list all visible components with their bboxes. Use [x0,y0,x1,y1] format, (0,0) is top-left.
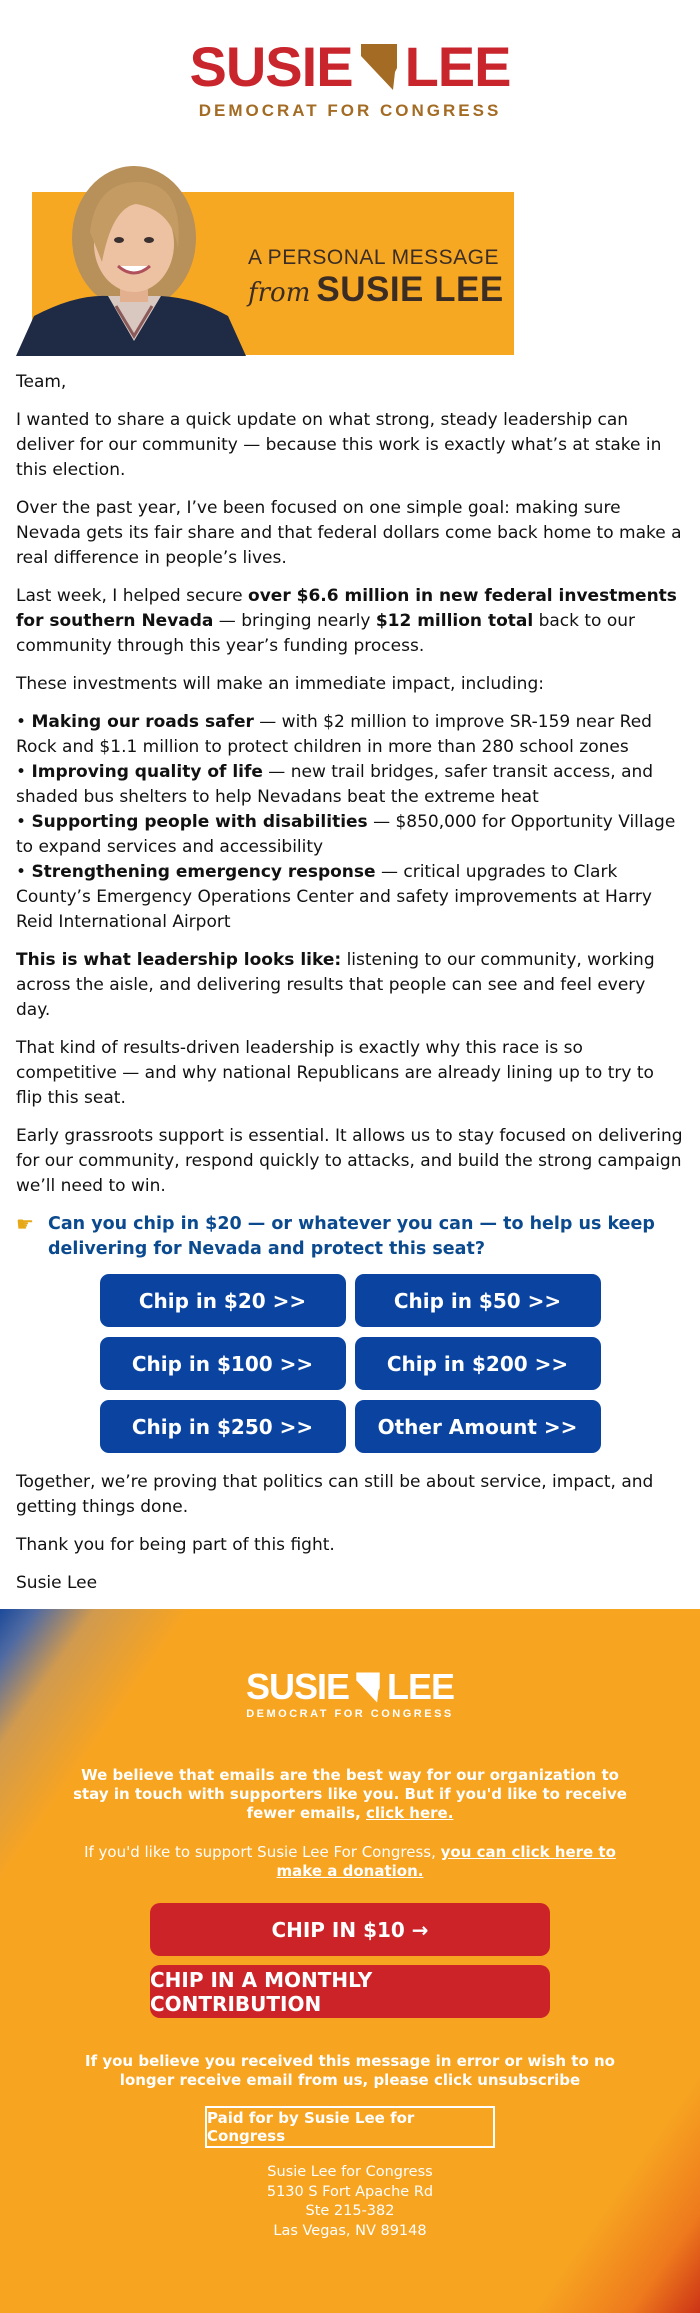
list-item-title: Improving quality of life [31,762,263,782]
paragraph-impact: These investments will make an immediate impact, including: [16,674,544,694]
list-item-text: — with $2 million to improve SR-159 near Red Rock and $1.1 million to protect children in more than 280 school zones [16,712,652,757]
investments-text-1: Last week, I helped secure [16,586,249,606]
address-line: Las Vegas, NV 89148 [273,2222,427,2239]
bullet-mark: • [16,862,27,882]
leadership-lead: This is what leadership looks like: [16,950,342,970]
paragraph-thanks: Thank you for being part of this fight. [16,1535,335,1555]
list-item [16,860,684,935]
list-item-text: — critical upgrades to Clark County’s Emergency Operations Center and safety improvements at Harry Reid International Airport [16,862,652,932]
bullet-mark: • [16,762,27,782]
footer [0,1609,700,2313]
paid-for-disclaimer: Paid for by Susie Lee for Congress [205,2106,495,2148]
address-line: Ste 215-382 [305,2203,395,2219]
list-item-title: Supporting people with disabilities [31,812,368,832]
banner-title-row [248,270,508,310]
support-notice [70,1843,630,1881]
list-item [16,760,684,810]
list-item-text: — new trail bridges, safer transit access, and shaded bus shelters to help Nevadans beat the extreme heat [16,762,654,807]
footer-logo-row [245,1666,455,1707]
donation-link[interactable]: you can click here to make a donation. [276,1843,616,1880]
message-body [0,356,700,1596]
mailing-address [0,2163,700,2241]
leadership-text: listening to our community, working across the aisle, and delivering results that people can see and feel every day. [16,950,655,1020]
fewer-emails-notice [70,1766,630,1823]
list-item [16,710,684,760]
personal-message-banner [16,152,516,356]
pointing-hand-icon: ☛ [16,1212,34,1236]
bullet-mark: • [16,812,27,832]
nevada-state-icon [359,42,399,92]
donation-button-grid [100,1274,601,1453]
donation-ask [16,1212,684,1262]
signature: Susie Lee [16,1573,98,1593]
greeting: Team, [16,372,67,392]
fewer-emails-link[interactable]: click here. [366,1804,454,1822]
fewer-emails-text: We believe that emails are the best way for our organization to stay in touch with supporters like you. But if you'd like to receive fewer emails, [73,1766,627,1822]
support-text: If you'd like to support Susie Lee For Congress, [84,1843,441,1861]
nevada-state-icon [355,1671,381,1704]
logo-first-name: SUSIE [189,35,353,98]
other-amount-button[interactable]: Other Amount >> [355,1400,601,1453]
banner-text [248,246,508,310]
header-logo [0,0,700,152]
investments-highlight-1: over $6.6 million in new federal investments for southern Nevada [16,586,677,631]
footer-logo-first-name: SUSIE [245,1666,350,1707]
investments-highlight-2: $12 million total [375,611,534,631]
impact-list [16,710,684,935]
monthly-contribution-button[interactable]: CHIP IN A MONTHLY CONTRIBUTION [150,1965,550,2018]
chip-in-100-button[interactable]: Chip in $100 >> [100,1337,346,1390]
paragraph-race: That kind of results-driven leadership is exactly why this race is so competitive — and why national Republicans are already lining up to try to flip this seat. [16,1038,654,1108]
address-line: Susie Lee for Congress [267,2164,433,2180]
banner-from: from [248,278,311,308]
investments-text-2: — bringing nearly [213,611,376,631]
address-line: 5130 S Fort Apache Rd [266,2183,434,2200]
bullet-mark: • [16,712,27,732]
list-item-title: Making our roads safer [31,712,254,732]
footer-logo [0,1609,700,1720]
logo-tagline: DEMOCRAT FOR CONGRESS [198,101,502,120]
footer-logo-tagline: DEMOCRAT FOR CONGRESS [246,1708,454,1720]
chip-in-50-button[interactable]: Chip in $50 >> [355,1274,601,1327]
paragraph-investments [16,584,684,659]
paragraph-goal: Over the past year, I’ve been focused on one simple goal: making sure Nevada gets its fair share and that federal dollars come back home to make a real difference in people’s lives. [16,498,682,568]
paragraph-grassroots: Early grassroots support is essential. It allows us to stay focused on delivering for our community, respond quickly to attacks, and build the strong campaign we’ll need to win. [16,1126,683,1196]
list-item [16,810,684,860]
banner-name: SUSIE LEE [316,270,504,309]
investments-text-3: back to our community through this year’s funding process. [16,611,636,656]
logo-last-name: LEE [404,35,511,98]
paragraph-closing: Together, we’re proving that politics can still be about service, impact, and getting things done. [16,1472,654,1517]
unsubscribe-notice[interactable]: If you believe you received this message in error or wish to no longer receive email from us, please click unsubscribe [85,2052,615,2089]
chip-in-20-button[interactable]: Chip in $20 >> [100,1274,346,1327]
paragraph-leadership [16,948,684,1023]
donation-ask-text[interactable]: Can you chip in $20 — or whatever you can — to help us keep delivering for Nevada and protect this seat? [48,1214,655,1259]
list-item-text: — $850,000 for Opportunity Village to expand services and accessibility [16,812,676,857]
paragraph-intro: I wanted to share a quick update on what strong, steady leadership can deliver for our community — because this work is exactly what’s at stake in this election. [16,410,662,480]
logo-row [189,35,511,98]
footer-logo-last-name: LEE [387,1666,455,1707]
chip-in-10-button[interactable]: CHIP IN $10 → [150,1903,550,1956]
list-item-title: Strengthening emergency response [31,862,376,882]
candidate-portrait-image [16,166,246,356]
chip-in-200-button[interactable]: Chip in $200 >> [355,1337,601,1390]
chip-in-250-button[interactable]: Chip in $250 >> [100,1400,346,1453]
banner-subtitle: A PERSONAL MESSAGE [248,246,499,269]
